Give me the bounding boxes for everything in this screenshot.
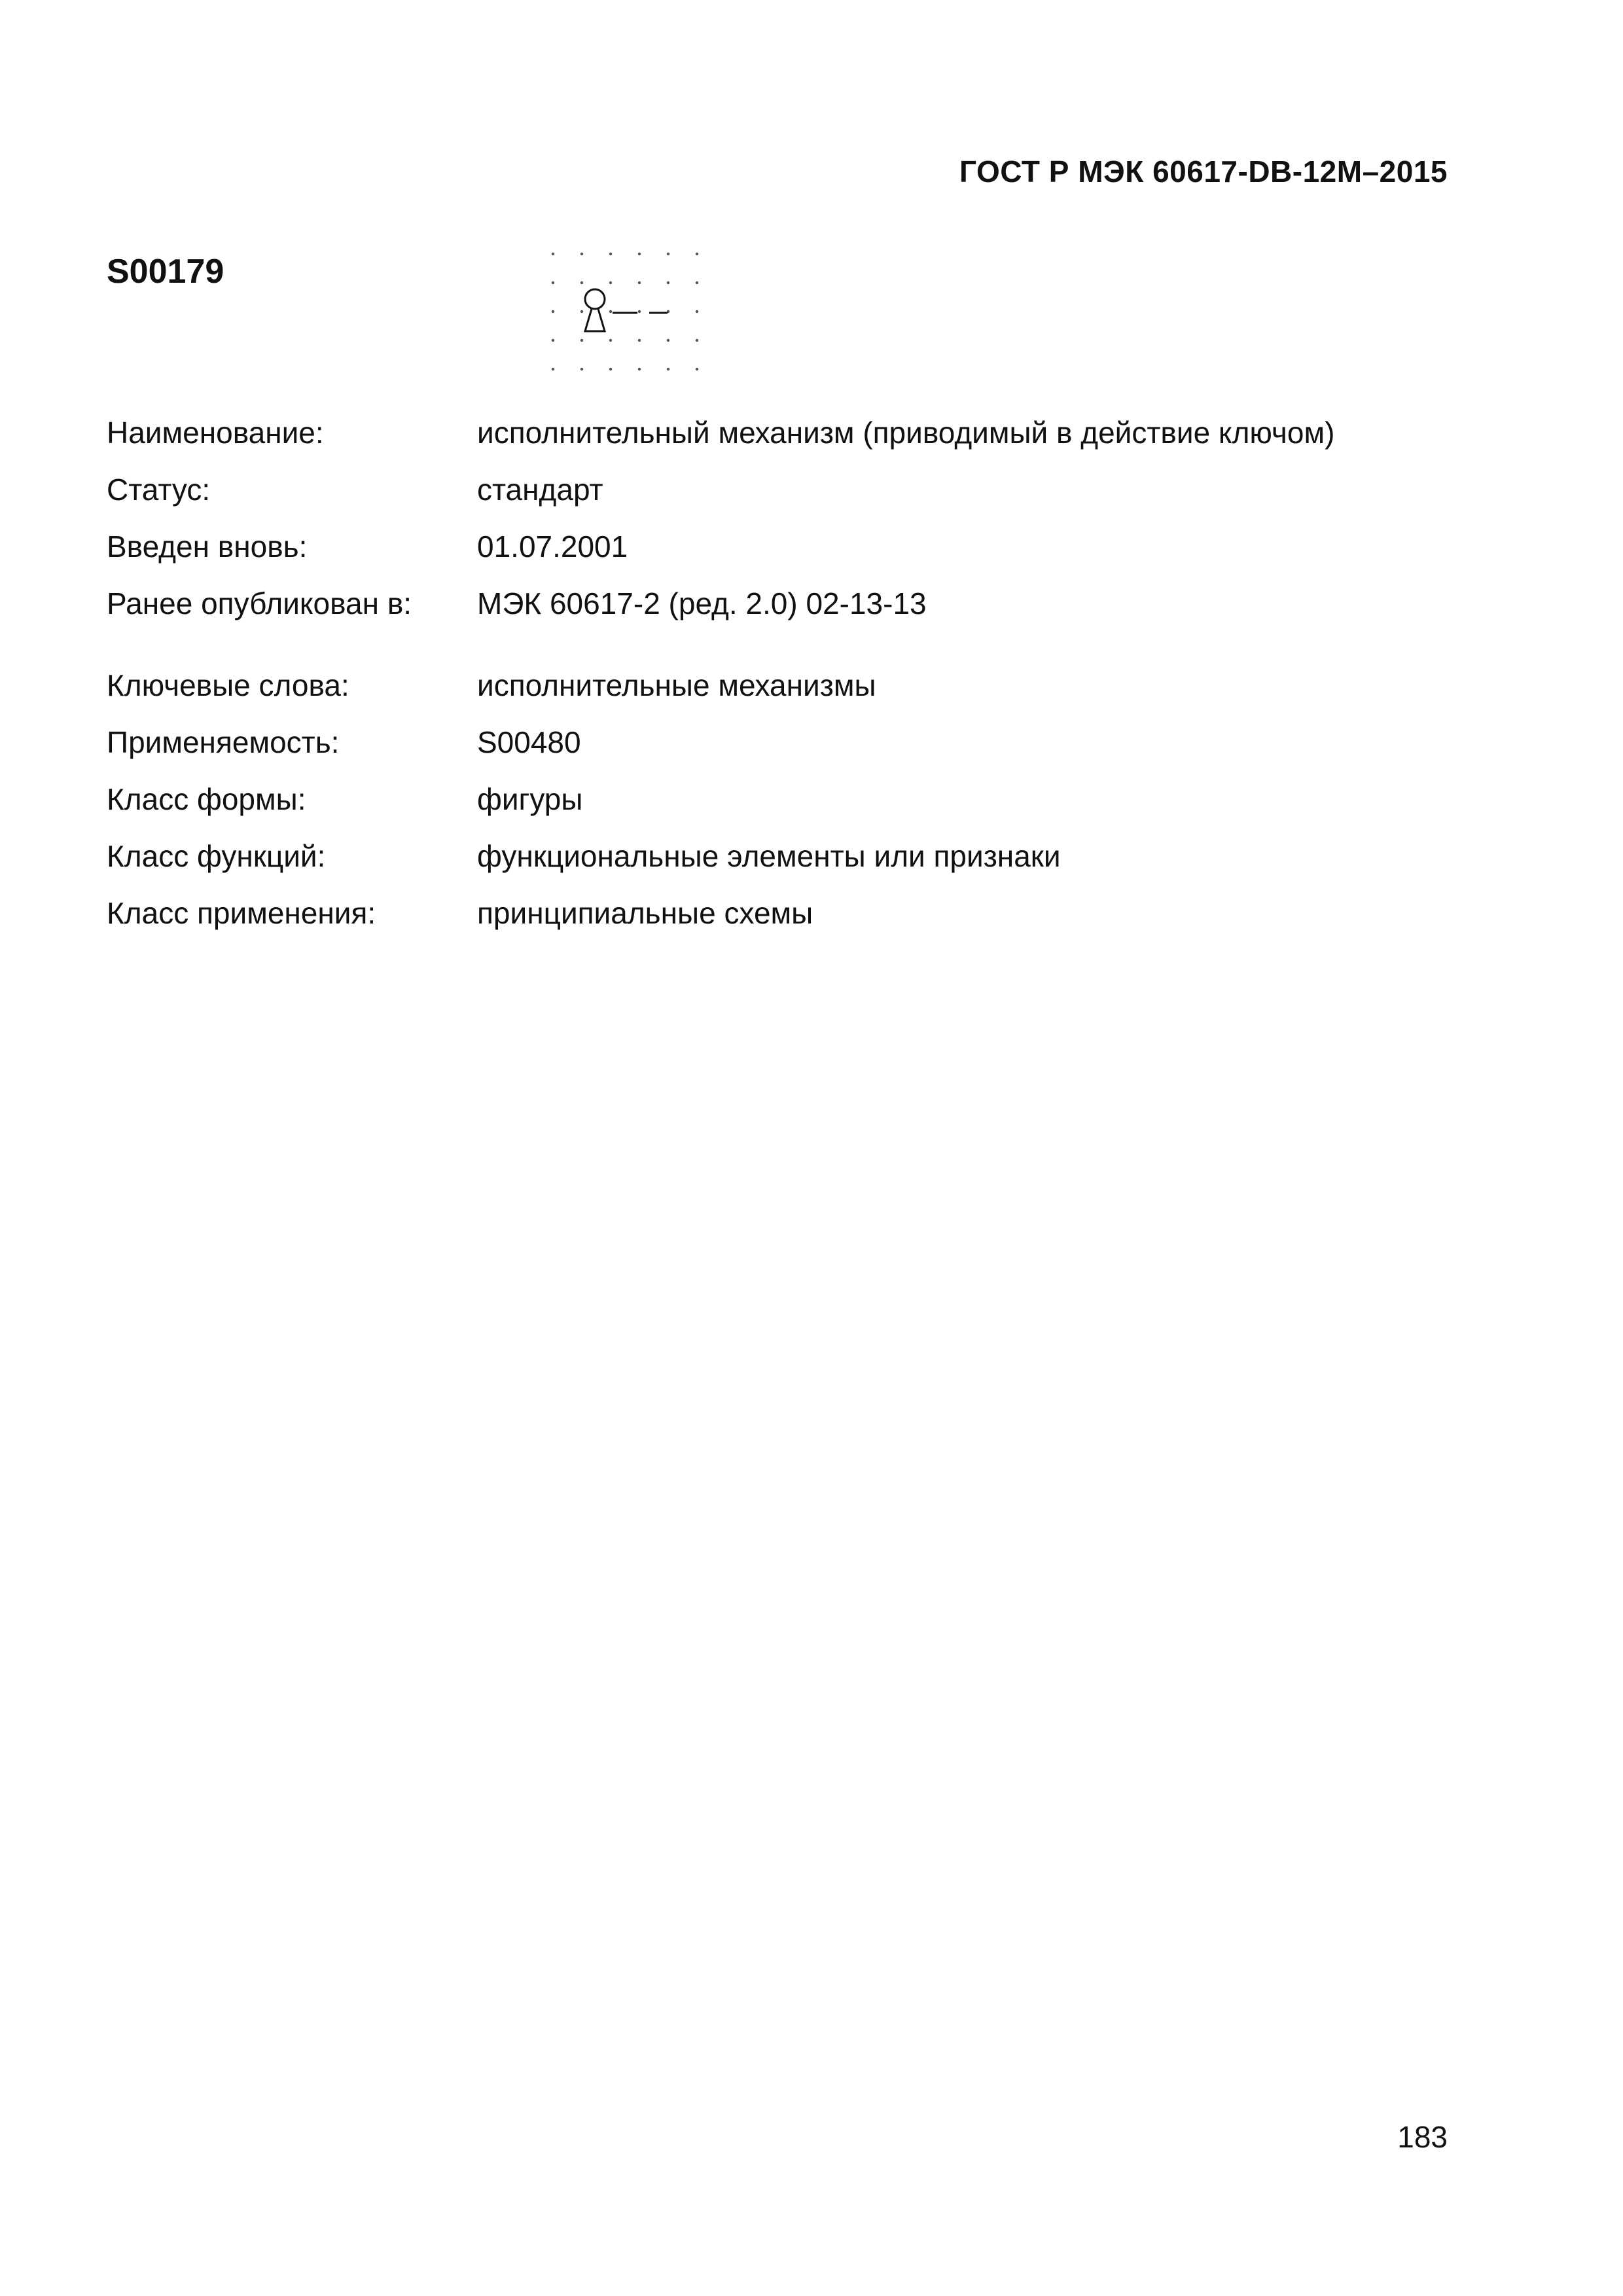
field-value: S00480 bbox=[477, 725, 581, 759]
grid-dot bbox=[552, 339, 554, 342]
page-number: 183 bbox=[1397, 2120, 1448, 2154]
grid-dot bbox=[696, 310, 698, 313]
grid-dot bbox=[667, 368, 669, 370]
field-value: стандарт bbox=[477, 473, 603, 507]
grid-dot bbox=[609, 310, 612, 313]
grid-dot bbox=[638, 253, 641, 255]
grid-dot bbox=[609, 368, 612, 370]
grid-dot bbox=[580, 339, 583, 342]
field-row-function-class bbox=[107, 828, 1455, 885]
grid-dot bbox=[552, 310, 554, 313]
key-operated-actuator-symbol-icon bbox=[537, 241, 707, 385]
field-row-previously-published bbox=[107, 575, 1455, 632]
grid-dot bbox=[638, 368, 641, 370]
grid-dot bbox=[638, 310, 641, 313]
field-label: Класс формы: bbox=[107, 782, 306, 816]
field-label: Статус: bbox=[107, 473, 211, 507]
grid-dot bbox=[667, 281, 669, 284]
field-label: Наименование: bbox=[107, 416, 324, 450]
symbol-properties bbox=[107, 404, 1455, 942]
grid-dot bbox=[667, 253, 669, 255]
grid-dot bbox=[638, 339, 641, 342]
field-value: исполнительные механизмы bbox=[477, 668, 876, 702]
grid-dot bbox=[552, 281, 554, 284]
grid-dot bbox=[696, 368, 698, 370]
grid-dot bbox=[696, 281, 698, 284]
field-row-shape-class bbox=[107, 771, 1455, 828]
grid-dot bbox=[552, 368, 554, 370]
grid-dot bbox=[552, 253, 554, 255]
standard-code-header: ГОСТ Р МЭК 60617-DB-12М–2015 bbox=[959, 154, 1448, 188]
field-label: Ранее опубликован в: bbox=[107, 586, 412, 620]
field-label: Класс функций: bbox=[107, 839, 326, 873]
field-row-status bbox=[107, 461, 1455, 518]
grid-dot bbox=[609, 281, 612, 284]
field-row-applicability bbox=[107, 714, 1455, 771]
field-value: функциональные элементы или признаки bbox=[477, 839, 1061, 873]
field-value: принципиальные схемы bbox=[477, 896, 813, 930]
grid-dot bbox=[580, 253, 583, 255]
field-label: Применяемость: bbox=[107, 725, 340, 759]
grid-dot bbox=[696, 253, 698, 255]
field-label: Класс применения: bbox=[107, 896, 376, 930]
symbol-id: S00179 bbox=[107, 253, 224, 291]
grid-dot bbox=[580, 310, 583, 313]
field-label: Введен вновь: bbox=[107, 529, 308, 564]
field-row-name bbox=[107, 404, 1455, 461]
grid-dot bbox=[580, 368, 583, 370]
field-value: МЭК 60617-2 (ред. 2.0) 02-13-13 bbox=[477, 586, 927, 620]
field-value: фигуры bbox=[477, 782, 583, 816]
field-value: 01.07.2001 bbox=[477, 529, 628, 564]
grid-dot bbox=[609, 253, 612, 255]
grid-dot bbox=[696, 339, 698, 342]
field-value: исполнительный механизм (приводимый в действие ключом) bbox=[477, 416, 1335, 450]
field-row-introduced bbox=[107, 518, 1455, 575]
grid-dot bbox=[609, 339, 612, 342]
field-row-keywords bbox=[107, 657, 1455, 714]
field-row-application-class bbox=[107, 885, 1455, 942]
grid-dot bbox=[638, 281, 641, 284]
grid-dot bbox=[667, 339, 669, 342]
field-label: Ключевые слова: bbox=[107, 668, 349, 702]
grid-dot bbox=[580, 281, 583, 284]
